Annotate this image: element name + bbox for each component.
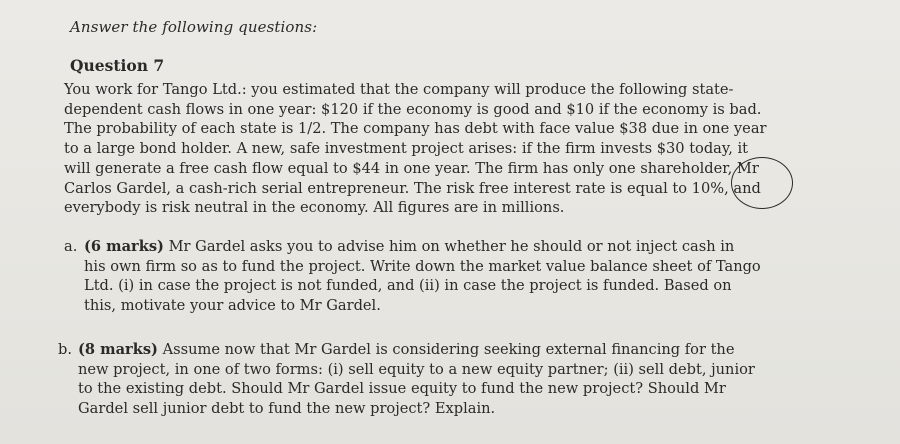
part-line: new project, in one of two forms: (i) sell equity to a new equity partner; (ii) sell debt, junior (78, 360, 755, 378)
part-line: Assume now that Mr Gardel is considering seeking external financing for the (157, 341, 735, 358)
instructions-heading: Answer the following questions: (70, 18, 318, 36)
question-part-b (58, 340, 838, 419)
paragraph-line: to a large bond holder. A new, safe investment project arises: if the firm invests $30 today, it (64, 140, 749, 158)
question-part-a (64, 237, 844, 316)
question-paragraph (64, 80, 844, 218)
paragraph-line: The probability of each state is 1/2. The company has debt with face value $38 due in one year (64, 120, 767, 138)
part-line: Mr Gardel asks you to advise him on whether he should or not inject cash in (163, 238, 735, 255)
part-marks: (8 marks) (78, 341, 158, 358)
paragraph-line: dependent cash flows in one year: $120 if the economy is good and $10 if the economy is bad. (64, 100, 762, 118)
part-label: b. (58, 341, 72, 358)
question-title: Question 7 (70, 56, 165, 75)
part-line: Gardel sell junior debt to fund the new project? Explain. (78, 400, 496, 418)
part-line: Ltd. (i) in case the project is not funded, and (ii) in case the project is funded. Based on (84, 277, 732, 295)
paragraph-line: everybody is risk neutral in the economy. All figures are in millions. (64, 199, 565, 217)
paragraph-line: Carlos Gardel, a cash-rich serial entrepreneur. The risk free interest rate is equal to 10%, and (64, 179, 761, 197)
part-line: his own firm so as to fund the project. Write down the market value balance sheet of Tango (84, 257, 761, 275)
part-label: a. (64, 238, 78, 255)
paragraph-line: will generate a free cash flow equal to $44 in one year. The firm has only one shareholder, Mr (64, 159, 759, 177)
part-line: this, motivate your advice to Mr Gardel. (84, 297, 381, 315)
part-line: to the existing debt. Should Mr Gardel issue equity to fund the new project? Should Mr (78, 380, 726, 398)
part-marks: (6 marks) (84, 238, 164, 255)
paragraph-line: You work for Tango Ltd.: you estimated that the company will produce the following state- (64, 81, 734, 98)
